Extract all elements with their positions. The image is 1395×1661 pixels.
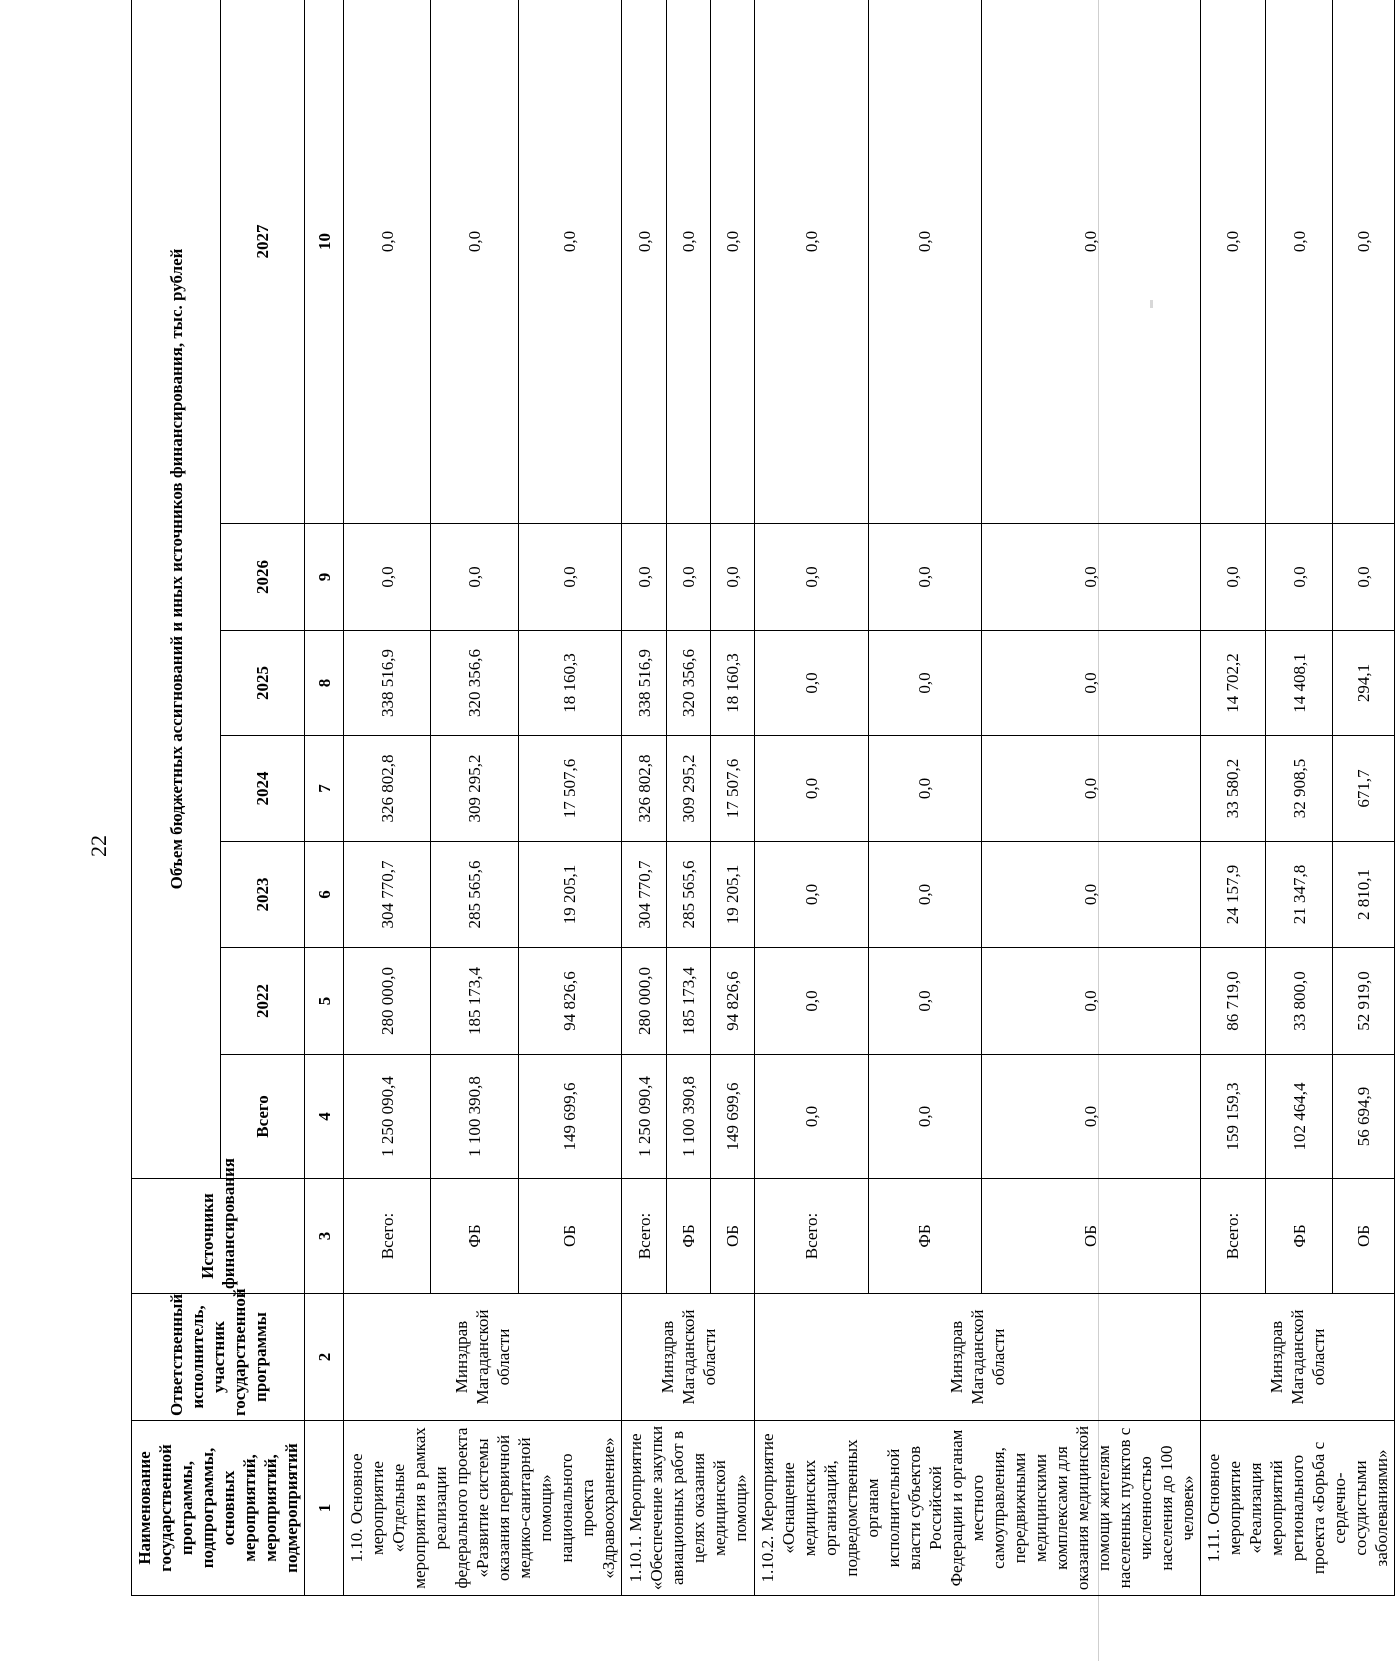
value-2025: 320 356,6	[667, 631, 711, 736]
value-total: 102 464,4	[1265, 1055, 1333, 1179]
column-number: 5	[305, 948, 344, 1055]
value-2022: 185 173,4	[667, 948, 711, 1055]
value-2022: 52 919,0	[1333, 948, 1395, 1055]
value-total: 0,0	[755, 1055, 869, 1179]
value-2025: 18 160,3	[518, 631, 621, 736]
rotated-page-content	[131, 60, 1391, 1596]
funding-source: Всего:	[755, 1179, 869, 1294]
header-sources: Источники финансирования	[132, 1179, 305, 1294]
value-2027: 0,0	[869, 0, 982, 524]
value-2025: 320 356,6	[431, 631, 518, 736]
value-total: 1 250 090,4	[622, 1055, 667, 1179]
value-2026: 0,0	[1333, 524, 1395, 631]
value-2026: 0,0	[667, 524, 711, 631]
value-total: 159 159,3	[1201, 1055, 1266, 1179]
column-number: 9	[305, 524, 344, 631]
value-2024: 0,0	[755, 736, 869, 842]
value-2022: 0,0	[981, 948, 1200, 1055]
value-2023: 0,0	[755, 842, 869, 948]
value-2025: 0,0	[869, 631, 982, 736]
value-2024: 0,0	[869, 736, 982, 842]
header-year-2027: 2027	[221, 0, 305, 524]
value-2025: 294,1	[1333, 631, 1395, 736]
funding-source: ФБ	[667, 1179, 711, 1294]
value-2022: 0,0	[755, 948, 869, 1055]
value-2024: 0,0	[981, 736, 1200, 842]
column-number: 1	[305, 1421, 344, 1596]
executor: Минздрав Магаданской области	[622, 1294, 755, 1421]
funding-source: ФБ	[431, 1179, 518, 1294]
value-2022: 94 826,6	[518, 948, 621, 1055]
column-number: 4	[305, 1055, 344, 1179]
value-2027: 0,0	[1265, 0, 1333, 524]
activity-name: 1.10.2. Мероприятие «Оснащение медицинских организаций, подведомственных органам исполнительной власти субъектов Российской Федерации и органам местного самоуправления, передвижными медицинскими комплексами для оказания медицинской помощи жителям населенных пунктов с численностью населения до 100 человек»	[755, 1421, 1201, 1596]
header-program-name: Наименование государственной программы, подпрограммы, основных мероприятий, мероприятий, подмероприятий	[132, 1421, 305, 1596]
value-2027: 0,0	[1201, 0, 1266, 524]
value-2027: 0,0	[431, 0, 518, 524]
value-2023: 0,0	[869, 842, 982, 948]
value-2023: 19 205,1	[518, 842, 621, 948]
funding-source: ФБ	[869, 1179, 982, 1294]
value-2024: 33 580,2	[1201, 736, 1266, 842]
funding-source: Всего:	[344, 1179, 431, 1294]
value-total: 149 699,6	[518, 1055, 621, 1179]
value-2026: 0,0	[431, 524, 518, 631]
header-executor: Ответственный исполнитель, участник государственной программы	[132, 1294, 305, 1421]
column-number: 3	[305, 1179, 344, 1294]
header-year-2024: 2024	[221, 736, 305, 842]
value-2027: 0,0	[755, 0, 869, 524]
value-2026: 0,0	[518, 524, 621, 631]
executor: Минздрав Магаданской области	[344, 1294, 622, 1421]
header-budget-volume: Объем бюджетных ассигнований и иных источников финансирования, тыс. рублей	[132, 0, 221, 1179]
value-2024: 326 802,8	[622, 736, 667, 842]
activity-name: 1.11. Основное мероприятие «Реализация мероприятий регионального проекта «Борьба с сердечно-сосудистыми заболеваниями»	[1201, 1421, 1395, 1596]
value-2025: 18 160,3	[711, 631, 755, 736]
value-2024: 326 802,8	[344, 736, 431, 842]
value-2023: 2 810,1	[1333, 842, 1395, 948]
header-year-2025: 2025	[221, 631, 305, 736]
funding-source: ОБ	[1333, 1179, 1395, 1294]
value-2023: 304 770,7	[344, 842, 431, 948]
funding-source: ОБ	[518, 1179, 621, 1294]
funding-source: ОБ	[711, 1179, 755, 1294]
column-number: 8	[305, 631, 344, 736]
value-total: 0,0	[981, 1055, 1200, 1179]
funding-source: ФБ	[1265, 1179, 1333, 1294]
value-2024: 17 507,6	[518, 736, 621, 842]
value-2025: 338 516,9	[344, 631, 431, 736]
value-2027: 0,0	[981, 0, 1200, 524]
value-2024: 17 507,6	[711, 736, 755, 842]
header-year-2026: 2026	[221, 524, 305, 631]
value-2022: 94 826,6	[711, 948, 755, 1055]
value-2026: 0,0	[869, 524, 982, 631]
value-2024: 309 295,2	[667, 736, 711, 842]
value-total: 1 100 390,8	[667, 1055, 711, 1179]
value-2026: 0,0	[755, 524, 869, 631]
financing-table	[131, 0, 1395, 1596]
value-2022: 185 173,4	[431, 948, 518, 1055]
value-2022: 33 800,0	[1265, 948, 1333, 1055]
value-total: 0,0	[869, 1055, 982, 1179]
executor: Минздрав Магаданской области	[1201, 1294, 1395, 1421]
value-2027: 0,0	[622, 0, 667, 524]
column-number: 7	[305, 736, 344, 842]
value-2024: 671,7	[1333, 736, 1395, 842]
value-2025: 0,0	[981, 631, 1200, 736]
value-total: 1 100 390,8	[431, 1055, 518, 1179]
executor: Минздрав Магаданской области	[755, 1294, 1201, 1421]
value-2023: 21 347,8	[1265, 842, 1333, 948]
value-2027: 0,0	[667, 0, 711, 524]
value-2024: 32 908,5	[1265, 736, 1333, 842]
value-total: 149 699,6	[711, 1055, 755, 1179]
column-number: 2	[305, 1294, 344, 1421]
value-2027: 0,0	[518, 0, 621, 524]
value-2022: 86 719,0	[1201, 948, 1266, 1055]
value-2024: 309 295,2	[431, 736, 518, 842]
value-2023: 304 770,7	[622, 842, 667, 948]
value-2026: 0,0	[344, 524, 431, 631]
value-2026: 0,0	[711, 524, 755, 631]
value-2027: 0,0	[711, 0, 755, 524]
value-2026: 0,0	[1265, 524, 1333, 631]
funding-source: Всего:	[1201, 1179, 1266, 1294]
activity-name: 1.10. Основное мероприятие «Отдельные мероприятия в рамках реализации федерального проекта «Развитие системы оказания первичной медико-санитарной помощи» национального проекта «Здравоохранение»	[344, 1421, 622, 1596]
value-2025: 0,0	[755, 631, 869, 736]
value-2025: 14 408,1	[1265, 631, 1333, 736]
value-2023: 0,0	[981, 842, 1200, 948]
value-2022: 280 000,0	[622, 948, 667, 1055]
value-2022: 0,0	[869, 948, 982, 1055]
value-2026: 0,0	[981, 524, 1200, 631]
header-year-2023: 2023	[221, 842, 305, 948]
column-number: 6	[305, 842, 344, 948]
column-number: 10	[305, 0, 344, 524]
header-year-2022: 2022	[221, 948, 305, 1055]
value-2023: 285 565,6	[667, 842, 711, 948]
value-2023: 24 157,9	[1201, 842, 1266, 948]
activity-name: 1.10.1. Мероприятие «Обеспечение закупки авиационных работ в целях оказания медицинской помощи»	[622, 1421, 755, 1596]
value-2022: 280 000,0	[344, 948, 431, 1055]
page-number: 22	[86, 835, 111, 857]
value-total: 56 694,9	[1333, 1055, 1395, 1179]
value-2027: 0,0	[344, 0, 431, 524]
value-2025: 338 516,9	[622, 631, 667, 736]
funding-source: ОБ	[981, 1179, 1200, 1294]
value-total: 1 250 090,4	[344, 1055, 431, 1179]
value-2023: 285 565,6	[431, 842, 518, 948]
value-2023: 19 205,1	[711, 842, 755, 948]
value-2026: 0,0	[622, 524, 667, 631]
header-year-total: Всего	[221, 1055, 305, 1179]
value-2025: 14 702,2	[1201, 631, 1266, 736]
value-2026: 0,0	[1201, 524, 1266, 631]
funding-source: Всего:	[622, 1179, 667, 1294]
value-2027: 0,0	[1333, 0, 1395, 524]
